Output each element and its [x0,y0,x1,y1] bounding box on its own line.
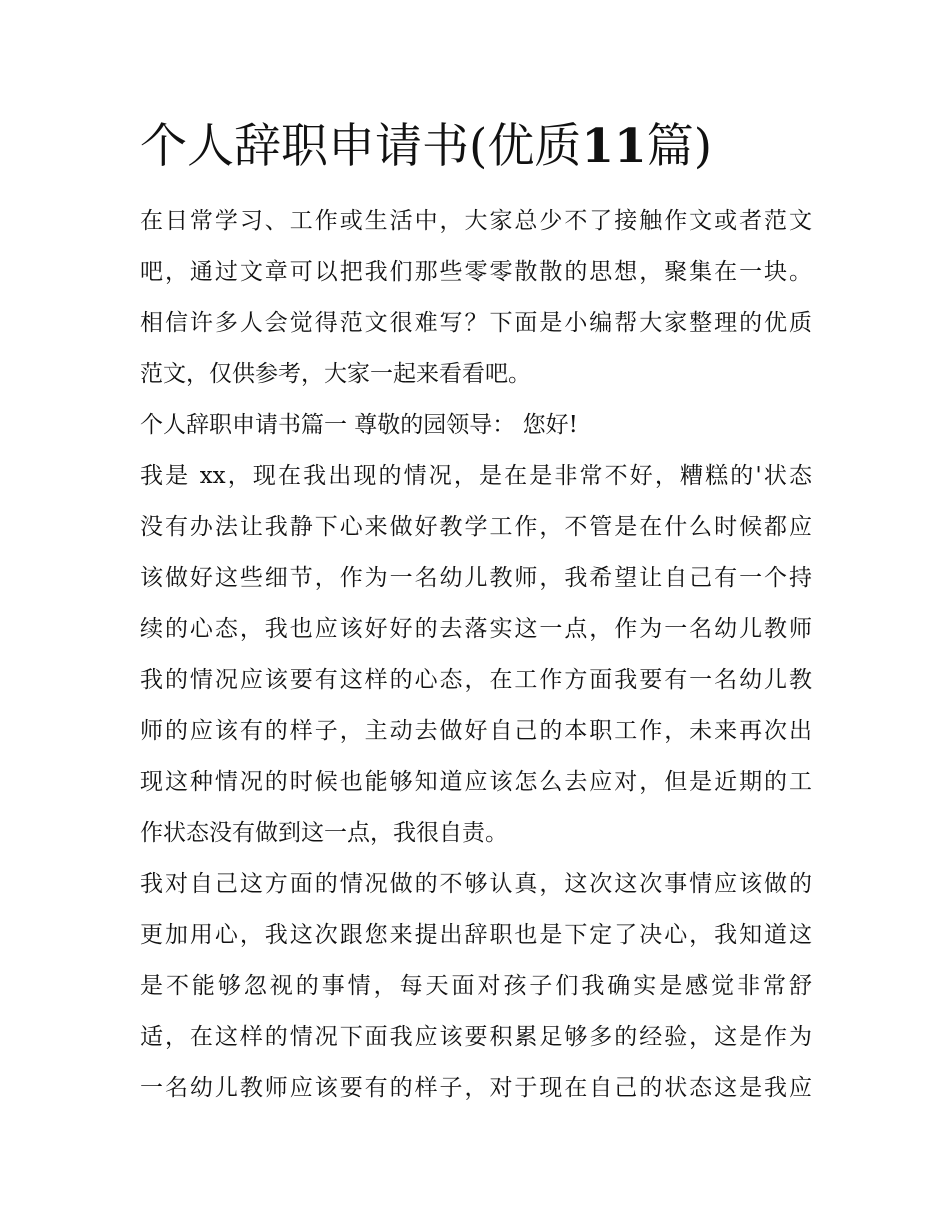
body-line-14: 我对自己这方面的情况做的不够认真，这次这次事情应该做的 [140,871,812,897]
title-text-part2: 篇) [646,119,713,174]
document-title [140,112,830,182]
body-line-2: 吧，通过文章可以把我们那些零零散散的思想，聚集在一块。 [140,259,812,285]
body-line-8: 该做好这些细节，作为一名幼儿教师，我希望让自己有一个持 [140,565,812,591]
body-line-17: 适，在这样的情况下面我应该要积累足够多的经验，这是作为 [140,1024,812,1050]
title-text-part1: 个人辞职申请书(优质 [140,119,582,174]
document-body [140,196,812,1114]
body-line-4: 范文，仅供参考，大家一起来看看吧。 [140,361,531,387]
body-line-1: 在日常学习、工作或生活中，大家总少不了接触作文或者范文 [140,208,812,234]
body-line-16: 是不能够忽视的事情，每天面对孩子们我确实是感觉非常舒 [140,973,812,999]
title-number: 11 [581,119,647,174]
body-line-13: 作状态没有做到这一点，我很自责。 [140,820,508,846]
body-line-7: 没有办法让我静下心来做好教学工作，不管是在什么时候都应 [140,514,812,540]
body-line-15: 更加用心，我这次跟您来提出辞职也是下定了决心，我知道这 [140,922,812,948]
body-line-5-greeting: 个人辞职申请书篇一 尊敬的园领导： 您好! [140,412,578,438]
body-line-6: 我是 xx，现在我出现的情况，是在是非常不好，糟糕的'状态 [140,463,812,489]
body-line-9: 续的心态，我也应该好好的去落实这一点，作为一名幼儿教师 [140,616,812,642]
body-line-10: 我的情况应该要有这样的心态，在工作方面我要有一名幼儿教 [140,667,812,693]
body-line-18: 一名幼儿教师应该要有的样子，对于现在自己的状态这是我应 [140,1075,812,1101]
body-line-3: 相信许多人会觉得范文很难写？下面是小编帮大家整理的优质 [140,310,812,336]
body-line-12: 现这种情况的时候也能够知道应该怎么去应对，但是近期的工 [140,769,812,795]
body-line-11: 师的应该有的样子，主动去做好自己的本职工作，未来再次出 [140,718,812,744]
